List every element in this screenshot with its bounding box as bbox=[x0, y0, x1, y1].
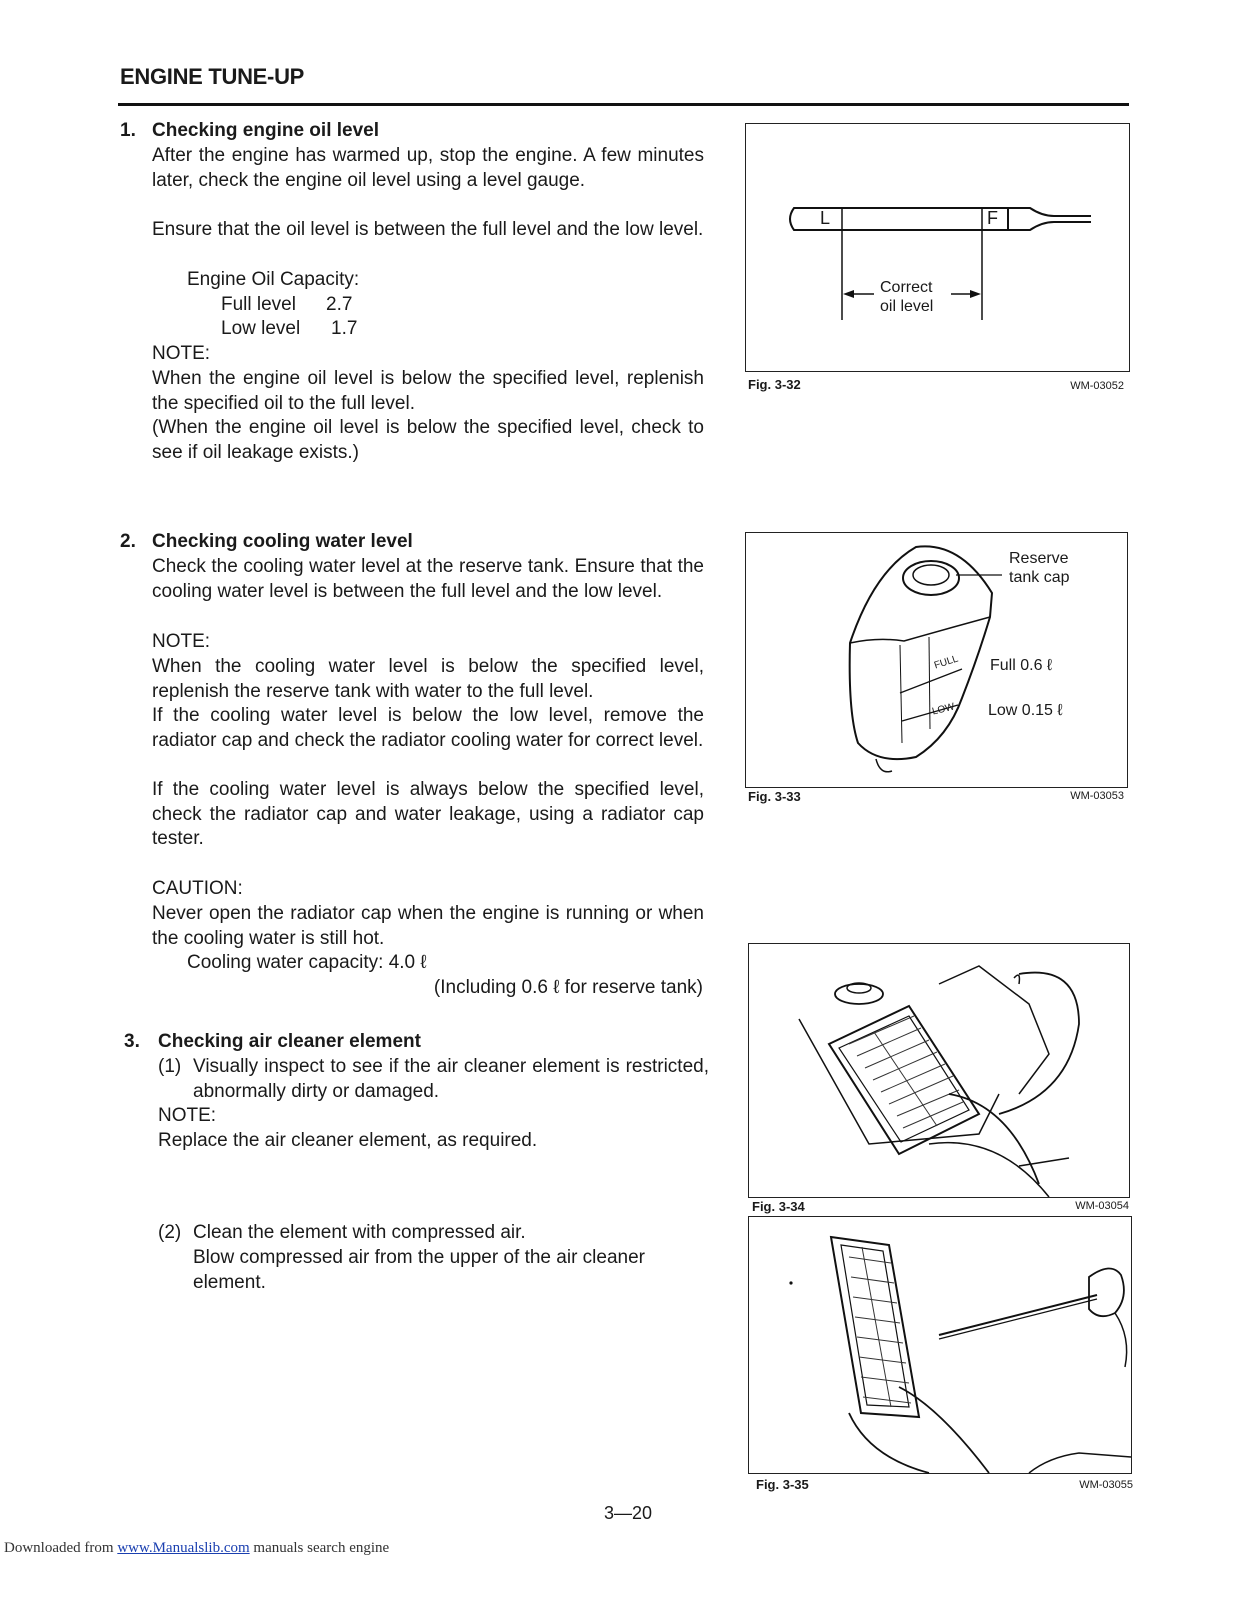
section-1-number: 1. bbox=[120, 120, 136, 141]
section-3-note1: Replace the air cleaner element, as required. bbox=[158, 1130, 538, 1151]
fig-3-32-code: WM-03052 bbox=[1070, 380, 1124, 392]
item-1-number: (1) bbox=[158, 1056, 182, 1077]
section-2-note1: When the cooling water level is below the specified level, replenish the reserve tank with water to the full level. bbox=[152, 656, 704, 702]
section-2-caution-text: Never open the radiator cap when the engine is running or when the cooling water is still hot. bbox=[152, 903, 704, 949]
section-3-title: Checking air cleaner element bbox=[158, 1031, 421, 1052]
header-divider bbox=[118, 103, 1129, 106]
cooling-water-capacity: Cooling water capacity: 4.0 ℓ bbox=[187, 952, 427, 973]
oil-full-label: Full level bbox=[221, 294, 296, 315]
item-2-number: (2) bbox=[158, 1222, 182, 1243]
section-3-number: 3. bbox=[124, 1031, 140, 1052]
section-1-title: Checking engine oil level bbox=[152, 120, 380, 141]
section-3-note-label: NOTE: bbox=[158, 1105, 217, 1126]
section-1-note1: When the engine oil level is below the specified level, replenish the specified oil to the full level. bbox=[152, 368, 704, 414]
footer-suffix: manuals search engine bbox=[249, 1540, 390, 1556]
gauge-full-mark: F bbox=[987, 208, 998, 228]
section-2-title: Checking cooling water level bbox=[152, 531, 413, 552]
oil-gauge-drawing bbox=[746, 124, 1129, 371]
figure-3-34 bbox=[748, 943, 1130, 1198]
section-1-para2: Ensure that the oil level is between the full level and the low level. bbox=[152, 219, 704, 240]
section-2-number: 2. bbox=[120, 531, 136, 552]
fig-3-32-caption: Fig. 3-32 bbox=[748, 377, 801, 392]
tank-full-mark: FULL bbox=[932, 653, 960, 672]
page-number: 3—20 bbox=[604, 1503, 653, 1523]
section-2-note-label: NOTE: bbox=[152, 631, 211, 652]
manualslib-link[interactable]: www.Manualslib.com bbox=[117, 1540, 250, 1556]
fig-3-34-caption: Fig. 3-34 bbox=[752, 1199, 805, 1214]
correct-label-line2: oil level bbox=[880, 298, 934, 315]
section-2-caution-label: CAUTION: bbox=[152, 878, 243, 899]
fig-3-33-code: WM-03053 bbox=[1070, 790, 1124, 802]
low-capacity-label: Low 0.15 ℓ bbox=[988, 702, 1063, 719]
fig-3-35-caption: Fig. 3-35 bbox=[756, 1477, 809, 1492]
footer bbox=[4, 1540, 389, 1557]
gauge-low-mark: L bbox=[820, 208, 831, 228]
figure-3-35 bbox=[748, 1216, 1132, 1474]
section-1-para1: After the engine has warmed up, stop the engine. A few minutes later, check the engine oil level using a level gauge. bbox=[152, 145, 704, 191]
fig-3-33-caption: Fig. 3-33 bbox=[748, 789, 801, 804]
section-2-note3: If the cooling water level is always below the specified level, check the radiator cap and water leakage, using a radiator cap tester. bbox=[152, 779, 704, 850]
oil-full-value: 2.7 bbox=[326, 294, 353, 315]
air-cleaner-inspection-drawing bbox=[749, 944, 1129, 1197]
reserve-cap-label-line2: tank cap bbox=[1009, 569, 1070, 586]
section-2-note2: If the cooling water level is below the low level, remove the radiator cap and check the radiator cooling water for correct level. bbox=[152, 705, 704, 751]
correct-label-line1: Correct bbox=[880, 279, 933, 296]
compressed-air-drawing bbox=[749, 1217, 1131, 1473]
item-1-text: Visually inspect to see if the air cleaner element is restricted, abnormally dirty or damaged. bbox=[193, 1056, 709, 1102]
tank-low-mark: LOW bbox=[931, 701, 956, 718]
figure-3-32 bbox=[745, 123, 1130, 372]
oil-low-label: Low level bbox=[221, 318, 301, 339]
item-2-line2: Blow compressed air from the upper of the air cleaner element. bbox=[193, 1247, 645, 1293]
item-2-line1: Clean the element with compressed air. bbox=[193, 1222, 526, 1243]
oil-capacity-label: Engine Oil Capacity: bbox=[187, 269, 360, 290]
full-capacity-label: Full 0.6 ℓ bbox=[990, 657, 1053, 674]
fig-3-35-code: WM-03055 bbox=[1079, 1479, 1133, 1491]
section-1-note-label: NOTE: bbox=[152, 343, 211, 364]
page-title: ENGINE TUNE-UP bbox=[120, 64, 305, 89]
footer-prefix: Downloaded from bbox=[4, 1540, 118, 1556]
oil-low-value: 1.7 bbox=[331, 318, 358, 339]
figure-3-33 bbox=[745, 532, 1128, 788]
section-2-para1: Check the cooling water level at the reserve tank. Ensure that the cooling water level is between the full level and the low level. bbox=[152, 556, 704, 602]
section-1-note2: (When the engine oil level is below the specified level, check to see if oil leakage exists.) bbox=[152, 417, 704, 463]
fig-3-34-code: WM-03054 bbox=[1075, 1200, 1129, 1212]
reserve-cap-label-line1: Reserve bbox=[1009, 550, 1069, 567]
reserve-tank-capacity: (Including 0.6 ℓ for reserve tank) bbox=[433, 977, 703, 998]
